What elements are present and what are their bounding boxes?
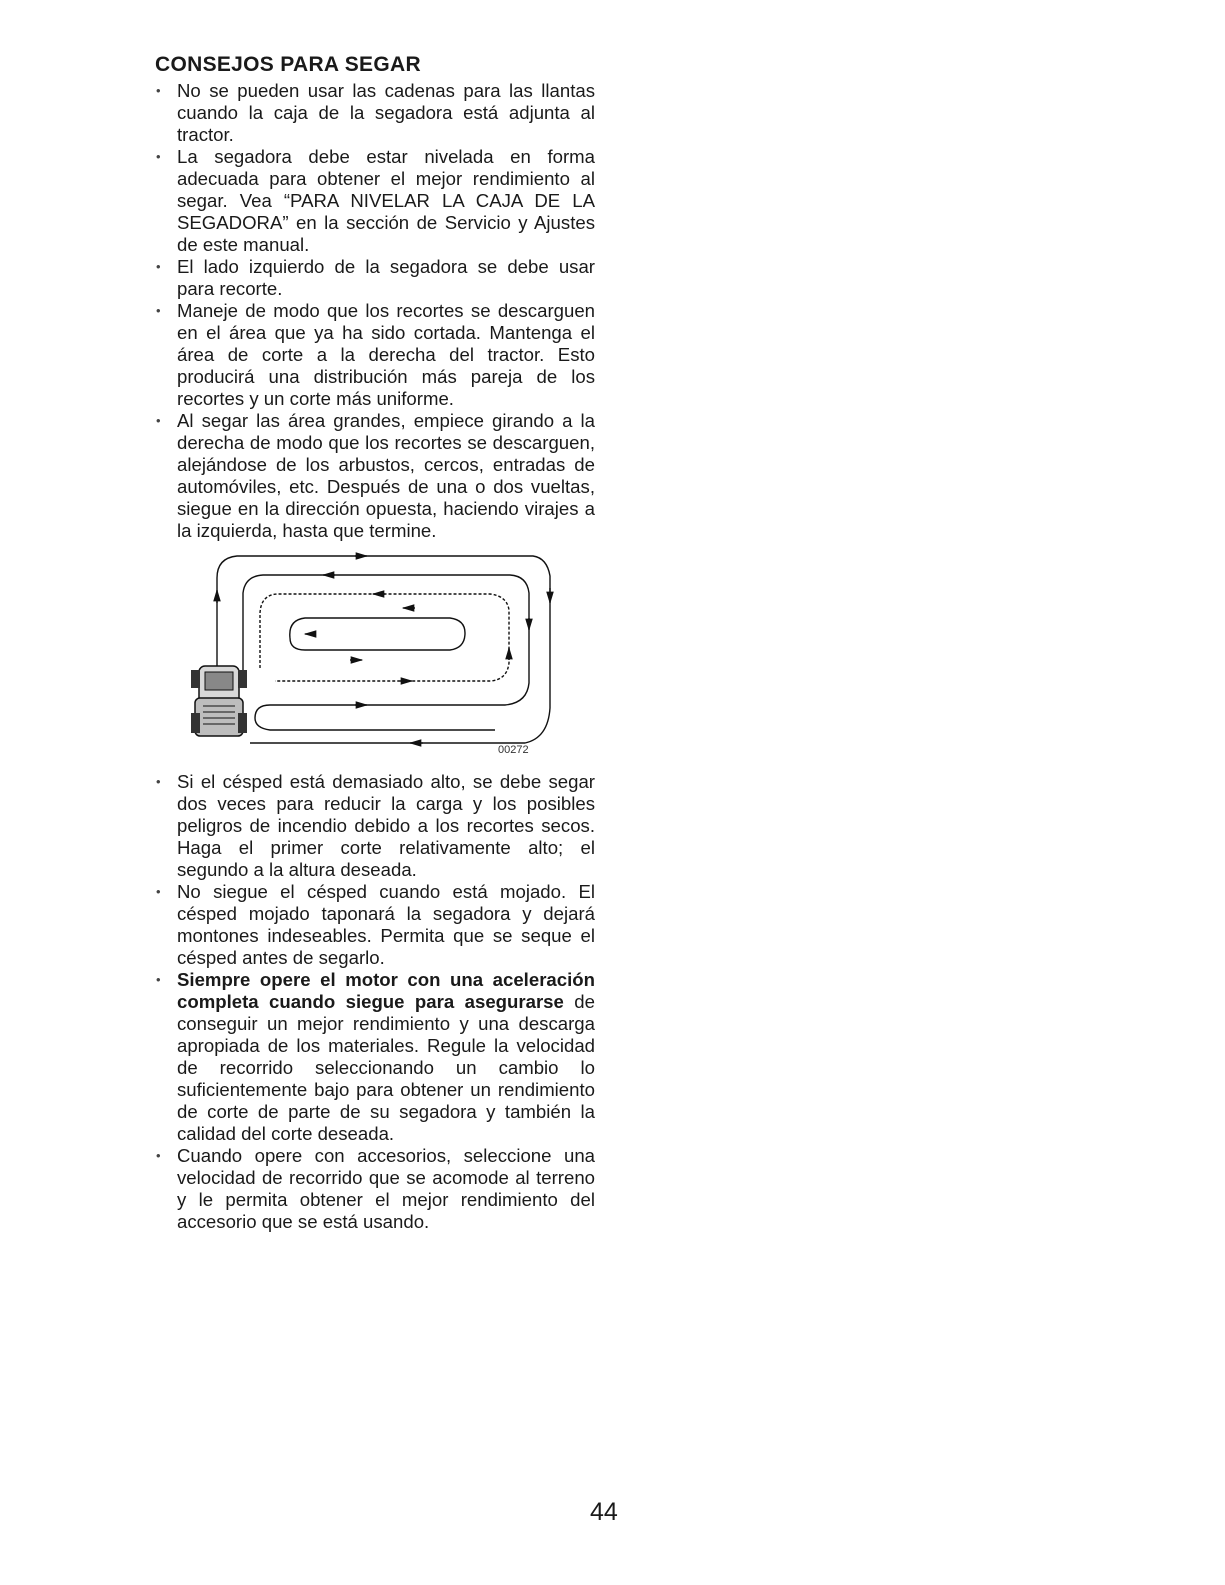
list-item: • El lado izquierdo de la segadora se debe usar para recorte. bbox=[155, 256, 595, 300]
tip-bold: Siempre opere el motor con una aceleración completa cuando siegue para asegurarse bbox=[177, 969, 595, 1012]
section-heading: CONSEJOS PARA SEGAR bbox=[155, 53, 421, 76]
mowing-pattern-figure bbox=[155, 548, 595, 763]
tip-text: No siegue el césped cuando está mojado. El césped mojado taponará la segadora y dejará montones indeseables. Permita que se seque el césped antes de segarlo. bbox=[177, 881, 595, 968]
page-number: 44 bbox=[590, 1498, 618, 1526]
list-item bbox=[155, 1145, 595, 1233]
content-column bbox=[155, 52, 595, 1233]
list-item: • Al segar las área grandes, empiece girando a la derecha de modo que los recortes se descarguen, alejándose de los arbustos, cercos, entradas de automóviles, etc. Después de una o dos vueltas, siegue en la dirección opuesta, haciendo virajes a la izquierda, hasta que termine. bbox=[155, 410, 595, 542]
list-item: • Maneje de modo que los recortes se descarguen en el área que ya ha sido cortada. Mantenga el área de corte a la derecha del tractor. Esto producirá una distribución más pareja de los recortes y un corte más uniforme. bbox=[155, 300, 595, 410]
list-item bbox=[155, 969, 595, 1145]
figure-code: 00272 bbox=[498, 744, 529, 756]
tips-list-top bbox=[155, 80, 595, 542]
list-item bbox=[155, 881, 595, 969]
list-item bbox=[155, 771, 595, 881]
list-item: • No se pueden usar las cadenas para las llantas cuando la caja de la segadora está adjunta al tractor. bbox=[155, 80, 595, 146]
tip-text: de conseguir un mejor rendimiento y una descarga apropiada de los materiales. Regule la velocidad de recorrido seleccionando un cambio lo suficientemente bajo para obtener un rendimiento de corte de parte de su segadora y también la calidad del corte deseada. bbox=[177, 991, 595, 1144]
tip-text: Cuando opere con accesorios, seleccione una velocidad de recorrido que se acomode al terreno y le permita obtener el mejor rendimiento del accesorio que se está usando. bbox=[177, 1145, 595, 1232]
mowing-pattern-diagram-icon bbox=[155, 548, 595, 763]
tip-text: Si el césped está demasiado alto, se debe segar dos veces para reducir la carga y los posibles peligros de incendio debido a los recortes secos. Haga el primer corte relativamente alto; el segundo a la altura deseada. bbox=[177, 771, 595, 880]
tractor-icon bbox=[191, 666, 247, 736]
tips-list-bottom bbox=[155, 771, 595, 1233]
list-item: • La segadora debe estar nivelada en forma adecuada para obtener el mejor rendimiento al segar. Vea “PARA NIVELAR LA CAJA DE LA SEGADORA” en la sección de Servicio y Ajustes de este manual. bbox=[155, 146, 595, 256]
